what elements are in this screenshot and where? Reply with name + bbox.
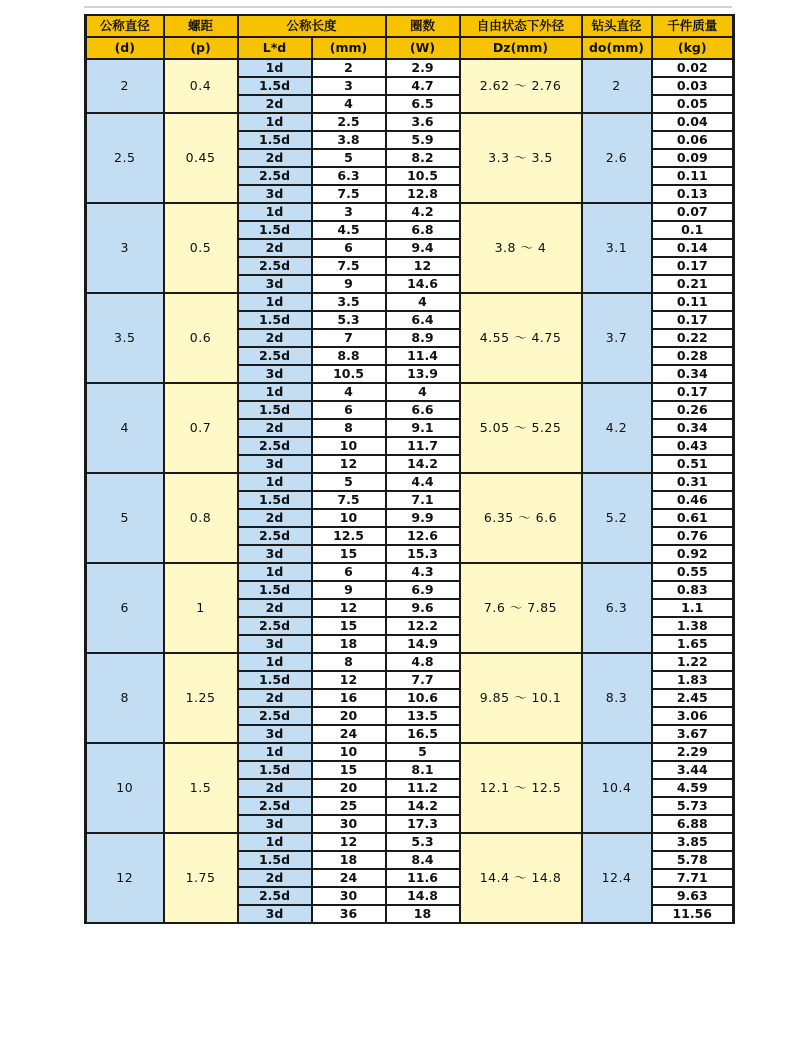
length-mm-cell: 3.8 <box>312 131 386 149</box>
turns-cell: 16.5 <box>386 725 460 743</box>
header-row-1 <box>86 15 734 37</box>
length-multiple-cell: 3d <box>238 635 312 653</box>
length-multiple-cell: 1.5d <box>238 671 312 689</box>
length-mm-cell: 9 <box>312 581 386 599</box>
table-row <box>86 653 734 671</box>
mass-cell: 7.71 <box>652 869 734 887</box>
drill-diameter-cell: 10.4 <box>582 743 652 833</box>
length-mm-cell: 8 <box>312 653 386 671</box>
mass-cell: 0.11 <box>652 293 734 311</box>
spec-table-container <box>84 14 735 924</box>
mass-cell: 1.38 <box>652 617 734 635</box>
pitch-cell: 0.7 <box>164 383 238 473</box>
length-multiple-cell: 1d <box>238 833 312 851</box>
length-mm-cell: 7.5 <box>312 257 386 275</box>
mass-cell: 0.17 <box>652 383 734 401</box>
length-multiple-cell: 1d <box>238 203 312 221</box>
pitch-cell: 1.5 <box>164 743 238 833</box>
length-mm-cell: 8 <box>312 419 386 437</box>
length-multiple-cell: 2d <box>238 599 312 617</box>
length-multiple-cell: 1.5d <box>238 77 312 95</box>
length-mm-cell: 10 <box>312 437 386 455</box>
length-multiple-cell: 3d <box>238 455 312 473</box>
mass-cell: 2.45 <box>652 689 734 707</box>
length-multiple-cell: 1.5d <box>238 311 312 329</box>
free-od-cell: 3.8 ～ 4 <box>460 203 582 293</box>
coil-insert-spec-table <box>84 14 735 924</box>
mass-cell: 0.11 <box>652 167 734 185</box>
length-multiple-cell: 3d <box>238 725 312 743</box>
turns-cell: 14.9 <box>386 635 460 653</box>
nominal-diameter-cell: 12 <box>86 833 164 923</box>
nominal-diameter-cell: 6 <box>86 563 164 653</box>
mass-cell: 1.22 <box>652 653 734 671</box>
nominal-diameter-cell: 8 <box>86 653 164 743</box>
length-mm-cell: 20 <box>312 779 386 797</box>
length-multiple-cell: 2d <box>238 95 312 113</box>
nominal-diameter-cell: 5 <box>86 473 164 563</box>
mass-cell: 0.61 <box>652 509 734 527</box>
length-multiple-cell: 1d <box>238 293 312 311</box>
nominal-diameter-cell: 2.5 <box>86 113 164 203</box>
mass-cell: 0.09 <box>652 149 734 167</box>
turns-cell: 12.8 <box>386 185 460 203</box>
length-multiple-cell: 2.5d <box>238 617 312 635</box>
turns-cell: 5.9 <box>386 131 460 149</box>
turns-cell: 6.5 <box>386 95 460 113</box>
length-mm-cell: 7.5 <box>312 185 386 203</box>
nominal-diameter-cell: 3 <box>86 203 164 293</box>
mass-cell: 0.06 <box>652 131 734 149</box>
drill-diameter-cell: 3.7 <box>582 293 652 383</box>
turns-cell: 10.5 <box>386 167 460 185</box>
header-length-symbol: L*d <box>238 37 312 59</box>
length-mm-cell: 8.8 <box>312 347 386 365</box>
mass-cell: 0.14 <box>652 239 734 257</box>
turns-cell: 7.1 <box>386 491 460 509</box>
turns-cell: 5 <box>386 743 460 761</box>
length-multiple-cell: 2.5d <box>238 347 312 365</box>
turns-cell: 12.2 <box>386 617 460 635</box>
pitch-cell: 0.4 <box>164 59 238 113</box>
header-row-2 <box>86 37 734 59</box>
header-d-symbol: (d) <box>86 37 164 59</box>
turns-cell: 3.6 <box>386 113 460 131</box>
length-multiple-cell: 2d <box>238 419 312 437</box>
table-row <box>86 383 734 401</box>
turns-cell: 18 <box>386 905 460 923</box>
length-mm-cell: 4.5 <box>312 221 386 239</box>
table-row <box>86 203 734 221</box>
table-row <box>86 473 734 491</box>
mass-cell: 0.05 <box>652 95 734 113</box>
turns-cell: 10.6 <box>386 689 460 707</box>
turns-cell: 4.8 <box>386 653 460 671</box>
length-multiple-cell: 2.5d <box>238 167 312 185</box>
mass-cell: 3.67 <box>652 725 734 743</box>
turns-cell: 14.8 <box>386 887 460 905</box>
free-od-cell: 7.6 ～ 7.85 <box>460 563 582 653</box>
length-multiple-cell: 3d <box>238 905 312 923</box>
turns-cell: 5.3 <box>386 833 460 851</box>
length-multiple-cell: 3d <box>238 185 312 203</box>
length-multiple-cell: 2.5d <box>238 887 312 905</box>
nominal-diameter-cell: 4 <box>86 383 164 473</box>
header-nominal-diameter: 公称直径 <box>86 15 164 37</box>
mass-cell: 0.92 <box>652 545 734 563</box>
mass-cell: 5.78 <box>652 851 734 869</box>
length-multiple-cell: 1d <box>238 383 312 401</box>
mass-cell: 4.59 <box>652 779 734 797</box>
length-mm-cell: 36 <box>312 905 386 923</box>
table-row <box>86 833 734 851</box>
turns-cell: 4.2 <box>386 203 460 221</box>
turns-cell: 13.9 <box>386 365 460 383</box>
length-multiple-cell: 2d <box>238 869 312 887</box>
header-free-od: 自由状态下外径 <box>460 15 582 37</box>
mass-cell: 1.1 <box>652 599 734 617</box>
nominal-diameter-cell: 10 <box>86 743 164 833</box>
turns-cell: 9.4 <box>386 239 460 257</box>
turns-cell: 11.2 <box>386 779 460 797</box>
mass-cell: 0.55 <box>652 563 734 581</box>
header-free-od-symbol: Dz(mm) <box>460 37 582 59</box>
turns-cell: 14.2 <box>386 797 460 815</box>
length-mm-cell: 4 <box>312 383 386 401</box>
length-multiple-cell: 1.5d <box>238 851 312 869</box>
length-mm-cell: 16 <box>312 689 386 707</box>
length-multiple-cell: 3d <box>238 275 312 293</box>
header-turns: 圈数 <box>386 15 460 37</box>
mass-cell: 0.34 <box>652 419 734 437</box>
header-mass: 千件质量 <box>652 15 734 37</box>
length-mm-cell: 9 <box>312 275 386 293</box>
mass-cell: 9.63 <box>652 887 734 905</box>
length-mm-cell: 10 <box>312 743 386 761</box>
turns-cell: 4.7 <box>386 77 460 95</box>
mass-cell: 0.02 <box>652 59 734 77</box>
mass-cell: 0.83 <box>652 581 734 599</box>
free-od-cell: 14.4 ～ 14.8 <box>460 833 582 923</box>
length-mm-cell: 12 <box>312 671 386 689</box>
length-mm-cell: 24 <box>312 869 386 887</box>
mass-cell: 0.26 <box>652 401 734 419</box>
turns-cell: 17.3 <box>386 815 460 833</box>
length-multiple-cell: 2.5d <box>238 527 312 545</box>
length-mm-cell: 3 <box>312 77 386 95</box>
length-mm-cell: 3 <box>312 203 386 221</box>
mass-cell: 0.34 <box>652 365 734 383</box>
length-mm-cell: 5 <box>312 149 386 167</box>
turns-cell: 7.7 <box>386 671 460 689</box>
turns-cell: 8.1 <box>386 761 460 779</box>
header-pitch: 螺距 <box>164 15 238 37</box>
mass-cell: 2.29 <box>652 743 734 761</box>
length-multiple-cell: 2.5d <box>238 707 312 725</box>
mass-cell: 5.73 <box>652 797 734 815</box>
length-mm-cell: 25 <box>312 797 386 815</box>
length-multiple-cell: 1.5d <box>238 761 312 779</box>
turns-cell: 13.5 <box>386 707 460 725</box>
length-multiple-cell: 3d <box>238 365 312 383</box>
header-length-unit: (mm) <box>312 37 386 59</box>
length-multiple-cell: 1d <box>238 59 312 77</box>
mass-cell: 0.17 <box>652 257 734 275</box>
length-mm-cell: 6.3 <box>312 167 386 185</box>
turns-cell: 11.4 <box>386 347 460 365</box>
mass-cell: 0.43 <box>652 437 734 455</box>
turns-cell: 15.3 <box>386 545 460 563</box>
length-multiple-cell: 3d <box>238 545 312 563</box>
length-mm-cell: 15 <box>312 761 386 779</box>
length-mm-cell: 7.5 <box>312 491 386 509</box>
length-mm-cell: 24 <box>312 725 386 743</box>
free-od-cell: 5.05 ～ 5.25 <box>460 383 582 473</box>
length-multiple-cell: 1.5d <box>238 131 312 149</box>
length-multiple-cell: 2.5d <box>238 257 312 275</box>
table-row <box>86 563 734 581</box>
drill-diameter-cell: 8.3 <box>582 653 652 743</box>
table-row <box>86 113 734 131</box>
turns-cell: 4 <box>386 293 460 311</box>
header-turns-symbol: (W) <box>386 37 460 59</box>
header-drill: 钻头直径 <box>582 15 652 37</box>
length-mm-cell: 7 <box>312 329 386 347</box>
mass-cell: 0.04 <box>652 113 734 131</box>
table-row <box>86 293 734 311</box>
turns-cell: 14.2 <box>386 455 460 473</box>
length-multiple-cell: 1d <box>238 563 312 581</box>
length-multiple-cell: 1d <box>238 743 312 761</box>
length-multiple-cell: 2d <box>238 689 312 707</box>
turns-cell: 9.6 <box>386 599 460 617</box>
drill-diameter-cell: 2 <box>582 59 652 113</box>
turns-cell: 9.1 <box>386 419 460 437</box>
pitch-cell: 1.75 <box>164 833 238 923</box>
turns-cell: 11.7 <box>386 437 460 455</box>
turns-cell: 4 <box>386 383 460 401</box>
mass-cell: 0.21 <box>652 275 734 293</box>
mass-cell: 3.44 <box>652 761 734 779</box>
turns-cell: 6.4 <box>386 311 460 329</box>
drill-diameter-cell: 3.1 <box>582 203 652 293</box>
drill-diameter-cell: 4.2 <box>582 383 652 473</box>
mass-cell: 0.13 <box>652 185 734 203</box>
length-mm-cell: 12 <box>312 599 386 617</box>
length-multiple-cell: 2.5d <box>238 437 312 455</box>
pitch-cell: 0.6 <box>164 293 238 383</box>
length-mm-cell: 12 <box>312 833 386 851</box>
free-od-cell: 9.85 ～ 10.1 <box>460 653 582 743</box>
turns-cell: 4.4 <box>386 473 460 491</box>
length-mm-cell: 3.5 <box>312 293 386 311</box>
mass-cell: 0.03 <box>652 77 734 95</box>
mass-cell: 0.46 <box>652 491 734 509</box>
nominal-diameter-cell: 2 <box>86 59 164 113</box>
pitch-cell: 0.5 <box>164 203 238 293</box>
length-multiple-cell: 1d <box>238 113 312 131</box>
mass-cell: 0.51 <box>652 455 734 473</box>
length-multiple-cell: 2d <box>238 329 312 347</box>
mass-cell: 3.06 <box>652 707 734 725</box>
mass-cell: 1.65 <box>652 635 734 653</box>
drill-diameter-cell: 5.2 <box>582 473 652 563</box>
turns-cell: 6.9 <box>386 581 460 599</box>
pitch-cell: 1.25 <box>164 653 238 743</box>
free-od-cell: 4.55 ～ 4.75 <box>460 293 582 383</box>
length-multiple-cell: 1.5d <box>238 581 312 599</box>
length-multiple-cell: 1d <box>238 653 312 671</box>
length-multiple-cell: 2d <box>238 149 312 167</box>
length-mm-cell: 2.5 <box>312 113 386 131</box>
pitch-cell: 1 <box>164 563 238 653</box>
length-multiple-cell: 1d <box>238 473 312 491</box>
length-multiple-cell: 2d <box>238 239 312 257</box>
turns-cell: 4.3 <box>386 563 460 581</box>
turns-cell: 2.9 <box>386 59 460 77</box>
length-mm-cell: 4 <box>312 95 386 113</box>
length-multiple-cell: 1.5d <box>238 221 312 239</box>
length-multiple-cell: 2.5d <box>238 797 312 815</box>
length-mm-cell: 5 <box>312 473 386 491</box>
length-mm-cell: 5.3 <box>312 311 386 329</box>
turns-cell: 11.6 <box>386 869 460 887</box>
pitch-cell: 0.45 <box>164 113 238 203</box>
turns-cell: 14.6 <box>386 275 460 293</box>
header-drill-symbol: do(mm) <box>582 37 652 59</box>
mass-cell: 0.17 <box>652 311 734 329</box>
mass-cell: 1.83 <box>652 671 734 689</box>
length-multiple-cell: 1.5d <box>238 491 312 509</box>
mass-cell: 0.07 <box>652 203 734 221</box>
length-mm-cell: 6 <box>312 401 386 419</box>
length-mm-cell: 2 <box>312 59 386 77</box>
drill-diameter-cell: 6.3 <box>582 563 652 653</box>
free-od-cell: 3.3 ～ 3.5 <box>460 113 582 203</box>
length-multiple-cell: 2d <box>238 779 312 797</box>
header-mass-unit: (kg) <box>652 37 734 59</box>
table-row <box>86 59 734 77</box>
turns-cell: 6.6 <box>386 401 460 419</box>
drill-diameter-cell: 12.4 <box>582 833 652 923</box>
mass-cell: 0.28 <box>652 347 734 365</box>
turns-cell: 6.8 <box>386 221 460 239</box>
length-mm-cell: 6 <box>312 563 386 581</box>
drill-diameter-cell: 2.6 <box>582 113 652 203</box>
mass-cell: 0.1 <box>652 221 734 239</box>
length-mm-cell: 12 <box>312 455 386 473</box>
length-mm-cell: 15 <box>312 617 386 635</box>
turns-cell: 12 <box>386 257 460 275</box>
turns-cell: 9.9 <box>386 509 460 527</box>
header-p-symbol: (p) <box>164 37 238 59</box>
mass-cell: 0.31 <box>652 473 734 491</box>
length-mm-cell: 30 <box>312 887 386 905</box>
length-multiple-cell: 1.5d <box>238 401 312 419</box>
nominal-diameter-cell: 3.5 <box>86 293 164 383</box>
turns-cell: 12.6 <box>386 527 460 545</box>
free-od-cell: 2.62 ～ 2.76 <box>460 59 582 113</box>
pitch-cell: 0.8 <box>164 473 238 563</box>
length-mm-cell: 6 <box>312 239 386 257</box>
free-od-cell: 6.35 ～ 6.6 <box>460 473 582 563</box>
mass-cell: 3.85 <box>652 833 734 851</box>
table-row <box>86 743 734 761</box>
length-mm-cell: 12.5 <box>312 527 386 545</box>
free-od-cell: 12.1 ～ 12.5 <box>460 743 582 833</box>
length-mm-cell: 20 <box>312 707 386 725</box>
length-multiple-cell: 2d <box>238 509 312 527</box>
length-mm-cell: 15 <box>312 545 386 563</box>
length-multiple-cell: 3d <box>238 815 312 833</box>
length-mm-cell: 18 <box>312 851 386 869</box>
mass-cell: 11.56 <box>652 905 734 923</box>
turns-cell: 8.9 <box>386 329 460 347</box>
turns-cell: 8.2 <box>386 149 460 167</box>
mass-cell: 0.76 <box>652 527 734 545</box>
length-mm-cell: 30 <box>312 815 386 833</box>
header-nominal-length: 公称长度 <box>238 15 386 37</box>
turns-cell: 8.4 <box>386 851 460 869</box>
top-rule <box>84 6 732 8</box>
mass-cell: 0.22 <box>652 329 734 347</box>
mass-cell: 6.88 <box>652 815 734 833</box>
length-mm-cell: 10 <box>312 509 386 527</box>
length-mm-cell: 10.5 <box>312 365 386 383</box>
length-mm-cell: 18 <box>312 635 386 653</box>
